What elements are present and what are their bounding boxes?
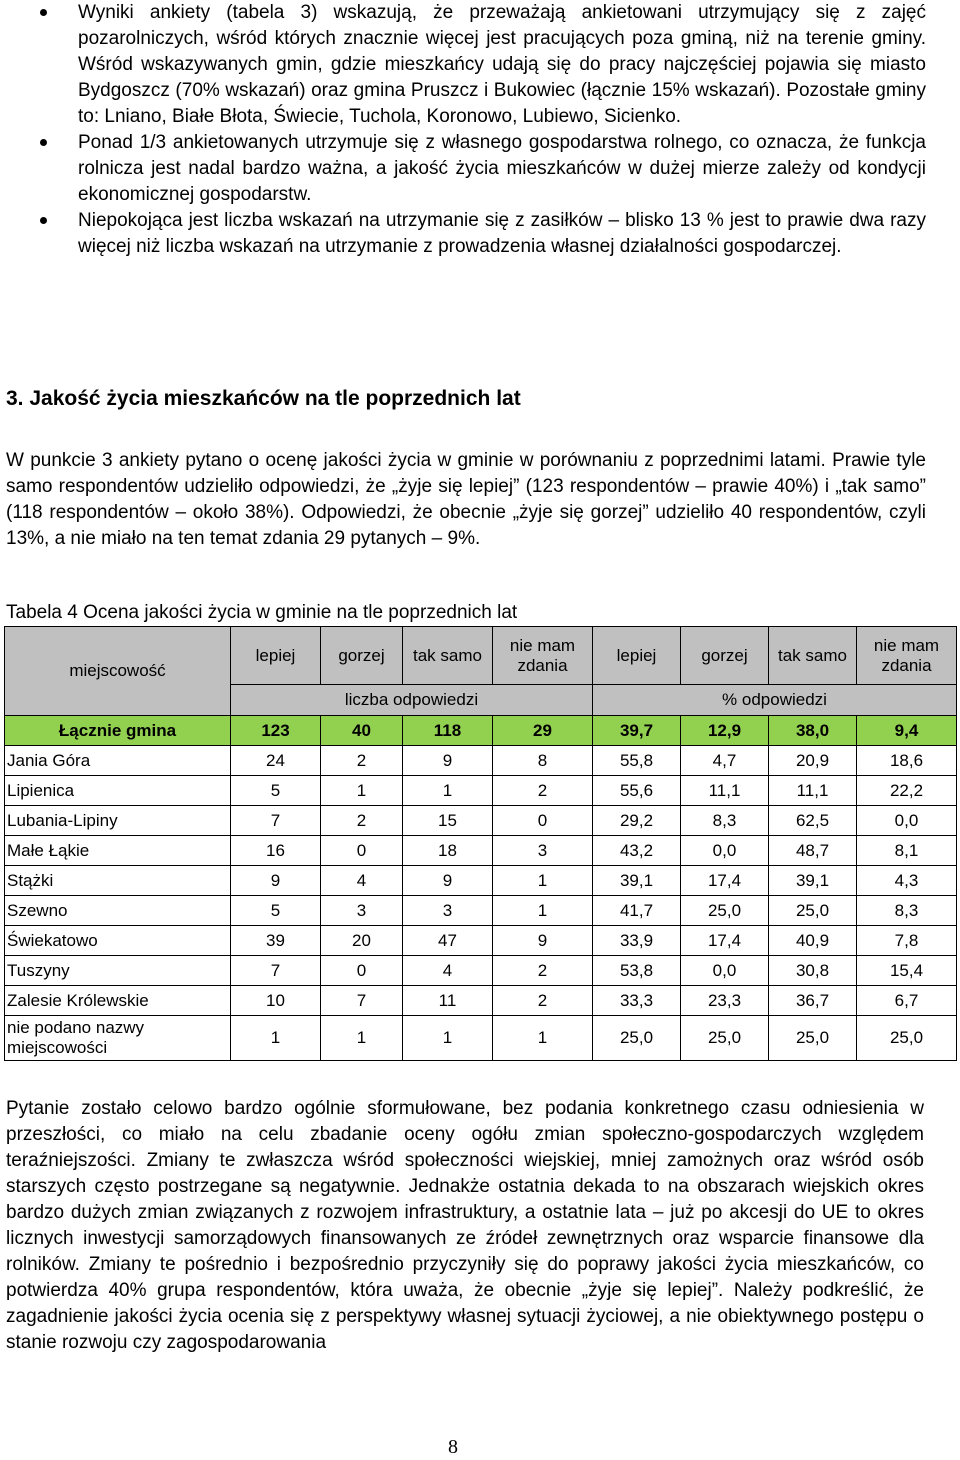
table-row-total (5, 716, 957, 746)
table-row (5, 986, 957, 1016)
cell-value: 2 (321, 746, 403, 776)
cell-value: 17,4 (681, 926, 769, 956)
cell-value: 6,7 (857, 986, 957, 1016)
cell-location: Jania Góra (5, 746, 231, 776)
cell-value: 25,0 (769, 896, 857, 926)
cell-value: 1 (493, 866, 593, 896)
cell-value: 4,3 (857, 866, 957, 896)
cell-value: 20 (321, 926, 403, 956)
cell-value: 22,2 (857, 776, 957, 806)
section-title: 3. Jakość życia mieszkańców na tle poprzednich lat (6, 387, 521, 410)
cell-value: 1 (493, 896, 593, 926)
bullet-list (6, 0, 926, 260)
cell-value: 3 (403, 896, 493, 926)
cell-value: 25,0 (857, 1016, 957, 1061)
cell-value: 41,7 (593, 896, 681, 926)
cell-value: 1 (321, 776, 403, 806)
table-row (5, 956, 957, 986)
header-col: nie mam zdania (493, 627, 593, 685)
cell-value: 4,7 (681, 746, 769, 776)
cell-value: 0 (493, 806, 593, 836)
cell-value: 11,1 (681, 776, 769, 806)
cell-value: 1 (231, 1016, 321, 1061)
cell-value: 30,8 (769, 956, 857, 986)
cell-value: 36,7 (769, 986, 857, 1016)
cell-value: 2 (493, 776, 593, 806)
cell-value: 11 (403, 986, 493, 1016)
cell-value: 48,7 (769, 836, 857, 866)
cell-value: 0,0 (681, 956, 769, 986)
cell-value: 53,8 (593, 956, 681, 986)
cell-value: 9 (403, 746, 493, 776)
bullet-dot-icon (40, 139, 47, 146)
cell-value: 38,0 (769, 716, 857, 746)
cell-location: Lipienica (5, 776, 231, 806)
cell-location: Szewno (5, 896, 231, 926)
table-caption: Tabela 4 Ocena jakości życia w gminie na tle poprzednich lat (6, 602, 518, 623)
header-group-percent: % odpowiedzi (593, 685, 957, 716)
document-page (6, 0, 926, 260)
cell-location: Lubania-Lipiny (5, 806, 231, 836)
cell-value: 20,9 (769, 746, 857, 776)
bullet-item: Niepokojąca jest liczba wskazań na utrzymanie się z zasiłków – blisko 13 % jest to prawie dwa razy więcej niż liczba wskazań na utrzymanie z prowadzenia własnej działalności gospodarczej. (6, 208, 926, 260)
cell-value: 0 (321, 836, 403, 866)
header-col: gorzej (681, 627, 769, 685)
cell-value: 23,3 (681, 986, 769, 1016)
closing-paragraph: Pytanie zostało celowo bardzo ogólnie sformułowane, bez podania konkretnego czasu odniesienia w przeszłości, co miało na celu zbadanie oceny ogółu zmian społeczno-gospodarczych względem teraźniejszości. Zmiany te zwłaszcza wśród społeczności wiejskiej, mniej zamożnych oraz wśród osób starszych często postrzegane są negatywnie. Jednakże ostatnia dekada to na obszarach wiejskich okres bardzo dużych zmian związanych z rozwojem infrastruktury, a ostatnie lata – już po akcesji do UE to okres licznych inwestycji samorządowych finansowanych ze źródeł zewnętrznych oraz wsparcie finansowe dla rolników. Zmiany te pośrednio i bezpośrednio przyczyniły się do poprawy jakości życia mieszkańców, co potwierdza 40% grupa respondentów, która uważa, że obecnie „żyje się lepiej”. Należy podkreślić, że zagadnienie jakości życia ocenia się z perspektywy własnej sytuacji życiowej, a nie obiektywnego postępu o stanie rozwoju czy zagospodarowania (6, 1098, 924, 1353)
cell-value: 7 (321, 986, 403, 1016)
table-body (5, 716, 957, 1061)
cell-value: 8,1 (857, 836, 957, 866)
cell-value: 39,7 (593, 716, 681, 746)
cell-value: 39,1 (593, 866, 681, 896)
cell-value: 55,6 (593, 776, 681, 806)
cell-value: 29,2 (593, 806, 681, 836)
cell-value: 43,2 (593, 836, 681, 866)
cell-value: 9 (403, 866, 493, 896)
cell-value: 1 (403, 1016, 493, 1061)
cell-value: 15 (403, 806, 493, 836)
header-group-count: liczba odpowiedzi (231, 685, 593, 716)
cell-value: 2 (321, 806, 403, 836)
table-row (5, 806, 957, 836)
cell-location: Zalesie Królewskie (5, 986, 231, 1016)
table-row (5, 1016, 957, 1061)
cell-value: 10 (231, 986, 321, 1016)
cell-value: 0,0 (681, 836, 769, 866)
table-row (5, 926, 957, 956)
cell-value: 0,0 (857, 806, 957, 836)
cell-value: 33,9 (593, 926, 681, 956)
page-number: 8 (448, 1436, 458, 1458)
cell-value: 7,8 (857, 926, 957, 956)
cell-value: 25,0 (769, 1016, 857, 1061)
header-col: tak samo (403, 627, 493, 685)
intro-paragraph: W punkcie 3 ankiety pytano o ocenę jakości życia w gminie w porównaniu z poprzednimi latami. Prawie tyle samo respondentów udzieliło odpowiedzi, że „żyje się lepiej” (123 respondentów – prawie 40%) i „tak samo” (118 respondentów – około 38%). Odpowiedzi, że obecnie „żyje się gorzej” udzieliło 40 respondentów, czyli 13%, a nie miało na ten temat zdania 29 pytanych – 9%. (6, 450, 926, 549)
header-location: miejscowość (5, 627, 231, 716)
cell-value: 1 (403, 776, 493, 806)
header-col: nie mam zdania (857, 627, 957, 685)
cell-value: 7 (231, 956, 321, 986)
header-col: gorzej (321, 627, 403, 685)
cell-location: Łącznie gmina (5, 716, 231, 746)
cell-value: 15,4 (857, 956, 957, 986)
cell-value: 17,4 (681, 866, 769, 896)
cell-value: 1 (493, 1016, 593, 1061)
cell-location: Tuszyny (5, 956, 231, 986)
cell-location: Stążki (5, 866, 231, 896)
cell-value: 3 (493, 836, 593, 866)
cell-value: 40,9 (769, 926, 857, 956)
bullet-item: Ponad 1/3 ankietowanych utrzymuje się z własnego gospodarstwa rolnego, co oznacza, że funkcja rolnicza jest nadal bardzo ważna, a jakość życia mieszkańców w dużej mierze zależy od kondycji ekonomicznej gospodarstw. (6, 130, 926, 208)
cell-value: 39 (231, 926, 321, 956)
cell-location: Świekatowo (5, 926, 231, 956)
cell-value: 25,0 (681, 896, 769, 926)
bullet-item: Wyniki ankiety (tabela 3) wskazują, że przeważają ankietowani utrzymujący się z zajęć pozarolniczych, wśród których znacznie więcej jest pracujących poza gminą, niż na terenie gminy. Wśród wskazywanych gmin, gdzie mieszkańcy udają się do pracy najczęściej pojawia się miasto Bydgoszcz (70% wskazań) oraz gmina Pruszcz i Bukowiec (łącznie 15% wskazań). Pozostałe gminy to: Lniano, Białe Błota, Świecie, Tuchola, Koronowo, Lubiewo, Sicienko. (6, 0, 926, 130)
quality-of-life-table (4, 626, 957, 1061)
cell-value: 5 (231, 776, 321, 806)
bullet-dot-icon (40, 9, 47, 16)
cell-location: nie podano nazwy miejscowości (5, 1016, 231, 1061)
cell-value: 2 (493, 986, 593, 1016)
cell-value: 11,1 (769, 776, 857, 806)
table-row (5, 866, 957, 896)
cell-value: 62,5 (769, 806, 857, 836)
cell-value: 12,9 (681, 716, 769, 746)
cell-value: 9 (231, 866, 321, 896)
cell-value: 16 (231, 836, 321, 866)
cell-value: 25,0 (681, 1016, 769, 1061)
cell-value: 8,3 (857, 896, 957, 926)
cell-value: 4 (403, 956, 493, 986)
table-row (5, 836, 957, 866)
table-row (5, 776, 957, 806)
cell-value: 4 (321, 866, 403, 896)
cell-value: 18 (403, 836, 493, 866)
cell-value: 118 (403, 716, 493, 746)
cell-value: 9,4 (857, 716, 957, 746)
cell-value: 0 (321, 956, 403, 986)
cell-value: 1 (321, 1016, 403, 1061)
header-col: tak samo (769, 627, 857, 685)
cell-location: Małe Łąkie (5, 836, 231, 866)
cell-value: 123 (231, 716, 321, 746)
cell-value: 39,1 (769, 866, 857, 896)
cell-value: 25,0 (593, 1016, 681, 1061)
cell-value: 5 (231, 896, 321, 926)
cell-value: 9 (493, 926, 593, 956)
cell-value: 29 (493, 716, 593, 746)
header-col: lepiej (593, 627, 681, 685)
cell-value: 8,3 (681, 806, 769, 836)
cell-value: 33,3 (593, 986, 681, 1016)
cell-value: 7 (231, 806, 321, 836)
bullet-dot-icon (40, 217, 47, 224)
table-row (5, 746, 957, 776)
cell-value: 55,8 (593, 746, 681, 776)
cell-value: 18,6 (857, 746, 957, 776)
cell-value: 47 (403, 926, 493, 956)
cell-value: 2 (493, 956, 593, 986)
table-row (5, 896, 957, 926)
header-col: lepiej (231, 627, 321, 685)
cell-value: 40 (321, 716, 403, 746)
cell-value: 3 (321, 896, 403, 926)
cell-value: 8 (493, 746, 593, 776)
cell-value: 24 (231, 746, 321, 776)
